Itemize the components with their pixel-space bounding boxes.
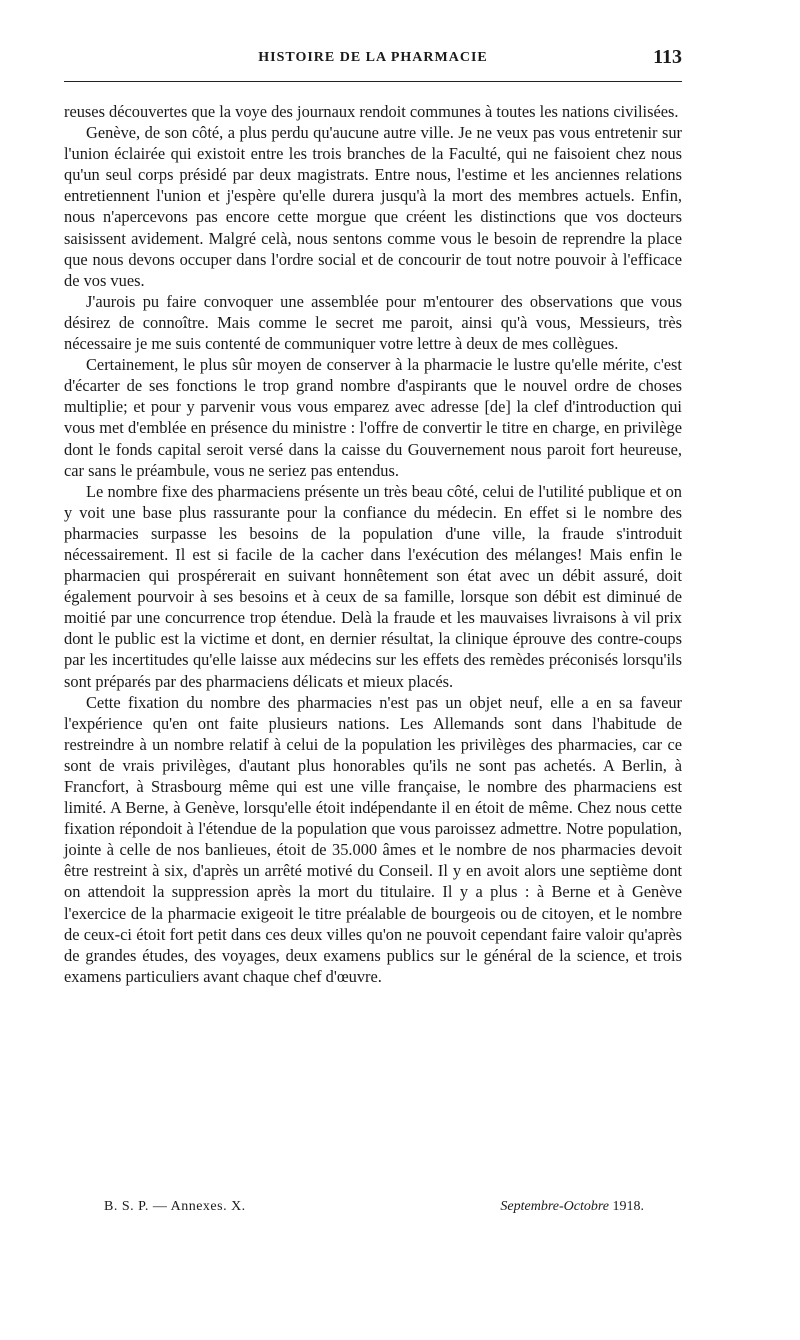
running-title: HISTOIRE DE LA PHARMACIE xyxy=(258,50,488,65)
body-text xyxy=(64,101,682,987)
paragraph-3: J'aurois pu faire convoquer une assemblée pour m'entourer des observations que vous désirez de connoître. Mais comme le secret me paroit, ainsi qu'à vous, Messieurs, très nécessaire je me suis contenté de communiquer votre lettre à deux de mes collègues. xyxy=(64,291,682,354)
running-head xyxy=(64,48,682,72)
paragraph-1: reuses découvertes que la voye des journaux rendoit communes à toutes les nations civilisées. xyxy=(64,102,679,121)
page-number: 113 xyxy=(653,46,682,68)
header-rule xyxy=(64,81,682,82)
page-footer xyxy=(64,1199,682,1221)
paragraph-4: Certainement, le plus sûr moyen de conserver à la pharmacie le lustre qu'elle mérite, c'est d'écarter de ses fonctions le trop grand nombre d'aspirants que le nouvel ordre de choses multiplie; et pour y parvenir vous vous emparez avec adresse [de] la clef d'introduction qui vous met d'emblée en présence du ministre : l'offre de convertir le titre en charge, en privilège dont le fonds capital seroit versé dans la caisse du Gouvernement nous paroit fort heureuse, car sans le préambule, vous ne seriez pas entendus. xyxy=(64,355,682,480)
paragraph-6: Cette fixation du nombre des pharmacies n'est pas un objet neuf, elle a en sa faveur l'expérience qu'en ont faite plusieurs nations. Les Allemands sont dans l'habitude de restreindre à un nombre relatif à celui de la population les privilèges des pharmacies, car ce sont de vrais privilèges, d'autant plus honorables qu'ils ne sont pas achetés. A Berlin, à Francfort, à Strasbourg même qui est une ville française, le nombre des pharmaciens est limité. A Berne, à Genève, lorsqu'elle étoit indépendante il en étoit de même. Chez nous cette fixation répondoit à l'étendue de la population que vous paroissez admettre. Notre population, jointe à celle de nos banlieues, étoit de 35.000 âmes et le nombre de nos pharmacies devoit être restreint à six, d'après un arrêté motivé du Conseil. Il y en avoit alors une septième dont on attendoit la suppression après la mort du titulaire. Il y a plus : à Berne et à Genève l'exercice de la pharmacie exigeoit le titre préalable de bourgeois ou de citoyen, et le nombre de ceux-ci étoit fort petit dans ces deux villes qu'on ne pouvoit cependant faire valoir qu'après de grandes études, des voyages, deux examens publics sur le général de la science, et trois examens particuliers avant chaque chef d'œuvre. xyxy=(64,692,682,986)
footer-date xyxy=(500,1199,644,1215)
footer-source: B. S. P. — Annexes. X. xyxy=(104,1199,246,1214)
paragraph-5: Le nombre fixe des pharmaciens présente un très beau côté, celui de l'utilité publique et on y voit une base plus rassurante pour la confiance du médecin. En effet si le nombre des pharmacies surpasse les besoins de la population d'une ville, la fraude s'introduit nécessairement. Il est si facile de la cacher dans l'exécution des mélanges! Mais enfin le pharmacien qui prospérerait en suivant honnêtement son état avec un débit assuré, doit également pourvoir à ses besoins et à ceux de sa famille, lorsque son débit est diminué de moitié par une concurrence trop étendue. Delà la fraude et les mauvaises livraisons à vil prix dont le public est la victime et dont, en dernier résultat, la clinique éprouve des contre-coups par les incertitudes qu'elle laisse aux médecins sur les effets des remèdes préconisés lorsqu'ils sont préparés par des pharmaciens délicats et mieux placés. xyxy=(64,481,682,691)
footer-date-months: Septembre-Octobre xyxy=(500,1199,609,1214)
paragraph-2: Genève, de son côté, a plus perdu qu'aucune autre ville. Je ne veux pas vous entretenir sur l'union éclairée qui existoit entre les trois branches de la Faculté, qui ne faisoient chez nous qu'un seul corps présidé par deux magistrats. Entre nous, l'estime et les anciennes relations entretiennent l'union et j'espère qu'elle durera jusqu'à la mort des membres actuels. Enfin, nous n'apercevons pas encore cette morgue que créent les distinctions que vos docteurs saisissent avidement. Malgré celà, nous sentons comme vous le besoin de reprendre la place que nous devons occuper dans l'ordre social et de concourir de tout notre pouvoir à l'efficace de vos vues. xyxy=(64,123,682,290)
footer-date-year: 1918. xyxy=(612,1199,644,1214)
